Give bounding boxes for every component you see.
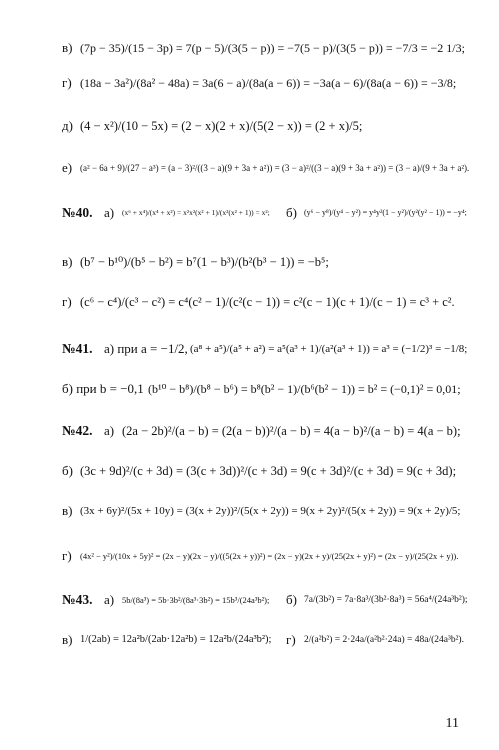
item-label: а) при a = −1/2, <box>104 341 188 356</box>
exercise-number: №43. <box>62 592 93 607</box>
formula: (7p − 35)/(15 − 3p) = 7(p − 5)/(3(5 − p)) = −7(5 − p)/(3(5 − p)) = −7/3 = −2 1/3; <box>80 41 465 55</box>
formula: (18a − 3a²)/(8a² − 48a) = 3a(6 − a)/(8a(a − 6)) = −3a(a − 6)/(8a(a − 6)) = −3/8; <box>80 76 457 90</box>
item-label: б) при b = −0,1 <box>62 381 144 396</box>
formula: (c⁶ − c⁴)/(c³ − c²) = c⁴(c² − 1)/(c²(c − 1)) = c²(c − 1)(c + 1)/(c − 1) = c³ + c². <box>80 295 455 309</box>
exercise-number: №42. <box>62 423 93 438</box>
item-label: е) <box>62 160 73 175</box>
item-label: в) <box>62 254 73 269</box>
formula: (b⁷ − b¹⁰)/(b⁵ − b²) = b⁷(1 − b³)/(b²(b³ − 1)) = −b⁵; <box>80 255 329 269</box>
formula: (b¹⁰ − b⁸)/(b⁸ − b⁶) = b⁸(b² − 1)/(b⁶(b² − 1)) = b² = (−0,1)² = 0,01; <box>148 382 461 396</box>
exercise-number: №40. <box>62 205 93 220</box>
item-label: а) <box>104 205 115 220</box>
item-label: в) <box>62 503 73 518</box>
formula: (a⁸ + a⁵)/(a⁵ + a²) = a⁵(a³ + 1)/(a²(a³ + 1)) = a³ = (−1/2)³ = −1/8; <box>190 343 468 355</box>
formula: (2a − 2b)²/(a − b) = (2(a − b))²/(a − b) = 4(a − b)²/(a − b) = 4(a − b); <box>122 424 461 438</box>
item-label: д) <box>62 118 73 133</box>
formula: 5b/(8a³) = 5b·3b²/(8a³·3b²) = 15b³/(24a³b²); <box>122 595 270 605</box>
item-label: а) <box>104 592 115 607</box>
item-label: в) <box>62 40 73 55</box>
item-label: а) <box>104 423 115 438</box>
page-number: 11 <box>445 716 459 731</box>
item-label: г) <box>62 548 72 563</box>
exercise-number: №41. <box>62 341 93 356</box>
item-label-second: б) <box>286 592 297 607</box>
item-label: г) <box>62 294 72 309</box>
item-label: в) <box>62 632 73 647</box>
item-label-second: г) <box>286 632 296 647</box>
item-label: г) <box>62 75 72 90</box>
formula-second: 7a/(3b²) = 7a·8a³/(3b²·8a³) = 56a⁴/(24a³b²); <box>304 595 468 605</box>
item-label-second: б) <box>286 205 297 220</box>
formula: (4 − x²)/(10 − 5x) = (2 − x)(2 + x)/(5(2 − x)) = (2 + x)/5; <box>80 119 363 133</box>
formula: (4x² − y²)/(10x + 5y)² = (2x − y)(2x − y)/((5(2x + y))²) = (2x − y)(2x + y)/(25(2x + y)²) = (2x − y)/(25(2x + y)). <box>80 551 459 561</box>
formula: 1/(2ab) = 12a²b/(2ab·12a²b) = 12a²b/(24a³b²); <box>80 634 272 645</box>
formula: (3c + 9d)²/(c + 3d) = (3(c + 3d))²/(c + 3d) = 9(c + 3d)²/(c + 3d) = 9(c + 3d); <box>80 464 457 478</box>
item-label: б) <box>62 463 73 478</box>
formula-second: 2/(a²b²) = 2·24a/(a²b²·24a) = 48a/(24a³b²). <box>304 635 464 645</box>
formula: (a² − 6a + 9)/(27 − a³) = (a − 3)²/((3 − a)(9 + 3a + a²)) = (3 − a)²/((3 − a)(9 + 3a + a²)) = (3 − a)/(9 + 3a + a²). <box>80 163 470 173</box>
formula: (3x + 6y)²/(5x + 10y) = (3(x + 2y))²/(5(x + 2y)) = 9(x + 2y)²/(5(x + 2y)) = 9(x + 2y)/5; <box>80 505 461 517</box>
formula-second: (y⁶ − y⁸)/(y⁴ − y²) = y⁴y²(1 − y²)/(y²(y² − 1)) = −y⁴; <box>304 208 467 217</box>
formula: (x⁶ + x⁴)/(x⁴ + x²) = x²x²(x² + 1)/(x²(x² + 1)) = x²; <box>122 208 270 217</box>
